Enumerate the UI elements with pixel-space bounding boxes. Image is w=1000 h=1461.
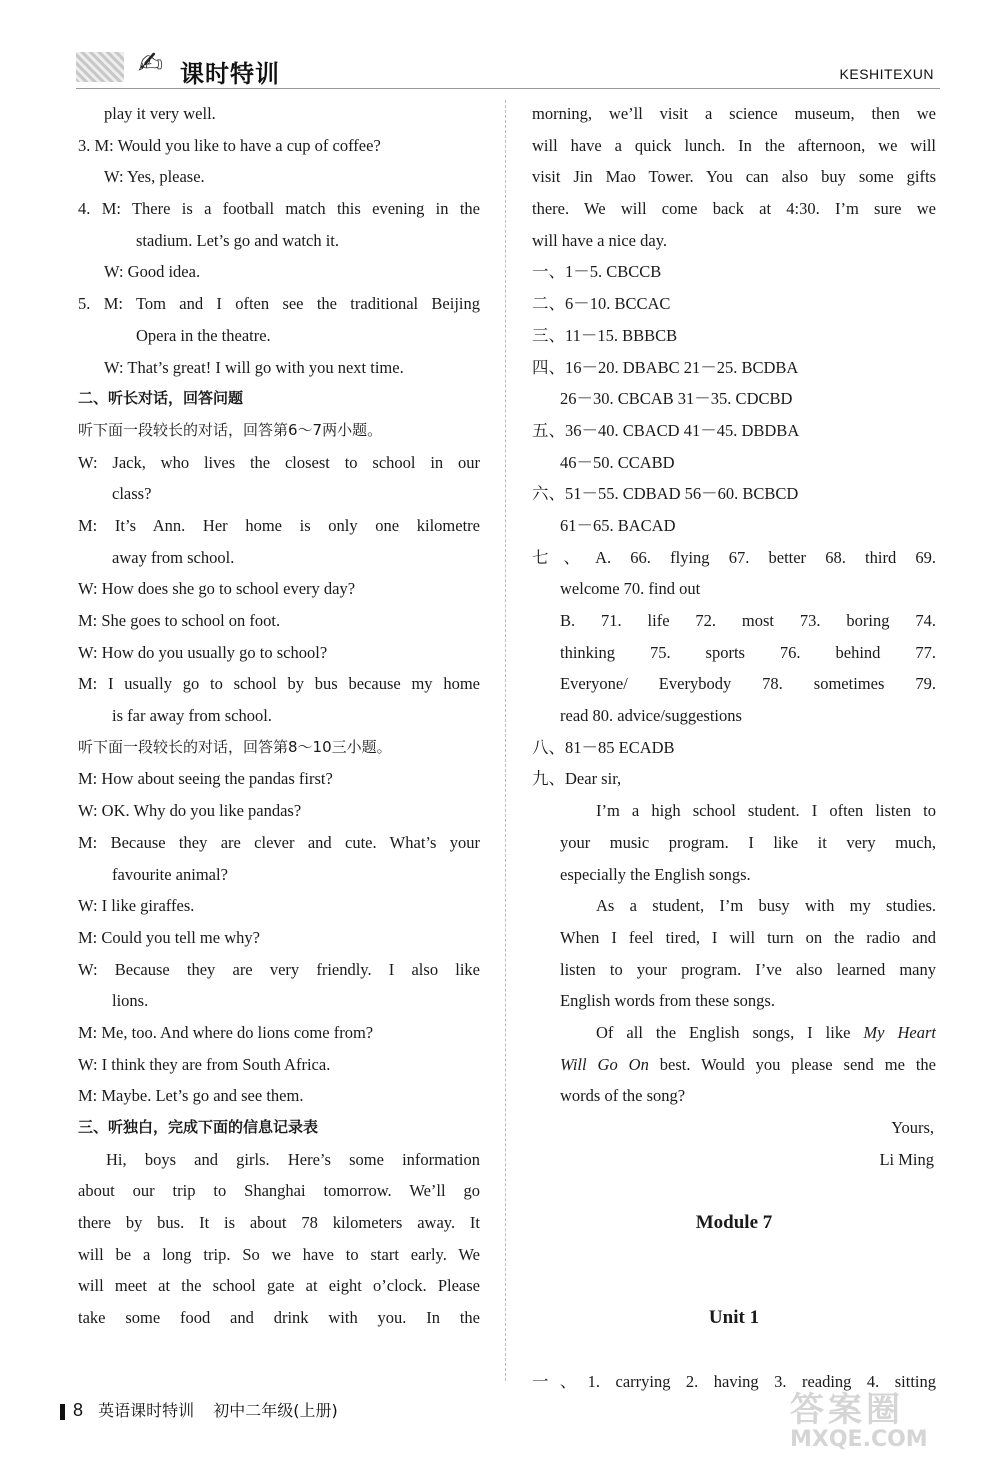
left-column-line: Hi, boys and girls. Here’s some information (106, 1149, 480, 1169)
right-column-line: English words from these songs. (560, 991, 775, 1011)
right-column-line: Unit 1 (708, 1307, 760, 1329)
right-column-line: 六、51－55. CDBAD 56－60. BCBCD (532, 484, 799, 504)
right-column-line: 九、Dear sir, (532, 769, 622, 789)
right-column-line: 三、11－15. BBBCB (532, 325, 678, 345)
right-column-line: welcome 70. find out (560, 579, 701, 599)
right-column-line: will have a quick lunch. In the afternoon, we will (532, 135, 936, 155)
right-column-line: morning, we’ll visit a science museum, then we (532, 104, 936, 123)
right-column-line (532, 1270, 936, 1302)
left-column-line: Opera in the theatre. (136, 325, 271, 345)
left-column-line: 三、听独白，完成下面的信息记录表 (78, 1118, 319, 1136)
page-footer (60, 1398, 338, 1421)
right-column-line: Li Ming (879, 1149, 934, 1169)
pen-icon: ✍ (138, 46, 164, 81)
left-column-line: M: I usually go to school by bus because my home (78, 674, 480, 694)
left-column-line: 3. M: Would you like to have a cup of coffee? (78, 135, 381, 155)
right-column-line: As a student, I’m busy with my studies. (596, 896, 936, 916)
watermark-logo (790, 1392, 976, 1454)
right-column-line: thinking 75. sports 76. behind 77. (560, 642, 936, 662)
right-column-line: 七、A. 66. flying 67. better 68. third 69. (532, 547, 936, 567)
right-column-line (532, 1334, 936, 1366)
left-column-line: class? (112, 484, 152, 504)
watermark-url: MXQE.COM (790, 1427, 928, 1452)
right-column-line: Yours, (891, 1118, 934, 1137)
right-column-line: especially the English songs. (560, 864, 751, 884)
left-column-line: about our trip to Shanghai tomorrow. We’ll go (78, 1181, 480, 1201)
left-column-line: M: Me, too. And where do lions come from? (78, 1022, 374, 1042)
page-number: 8 (73, 1400, 84, 1420)
left-column-line: M: Because they are clever and cute. What’s your (78, 832, 480, 852)
left-column-line: 4. M: There is a football match this evening in the (78, 199, 480, 219)
left-column-line: 5. M: Tom and I often see the traditional Beijing (78, 294, 480, 314)
left-column-line: will meet at the school gate at eight o’clock. Please (78, 1276, 480, 1296)
left-column-line: is far away from school. (112, 706, 272, 726)
left-column-line: 听下面一段较长的对话，回答第8～10三小题。 (78, 737, 392, 756)
right-column-line: 一、1－5. CBCCB (532, 262, 662, 282)
left-column-line: M: Could you tell me why? (78, 927, 260, 947)
left-column-line: W: Yes, please. (104, 167, 205, 187)
right-column-line: 46－50. CCABD (560, 452, 675, 472)
right-column-line: I’m a high school student. I often listen to (596, 801, 936, 821)
right-column-line: B. 71. life 72. most 73. boring 74. (560, 611, 936, 630)
right-column-line: When I feel tired, I will turn on the radio and (560, 927, 936, 947)
right-column-line: 五、36－40. CBACD 41－45. DBDBA (532, 420, 800, 440)
book-title: 英语课时特训 (98, 1401, 195, 1420)
right-column-line (532, 1239, 936, 1271)
brand-pinyin: KESHITEXUN (839, 66, 934, 82)
song-title-fragment: Will Go On (560, 1054, 649, 1074)
brand-logo-pattern (76, 52, 124, 82)
left-column-line: W: I think they are from South Africa. (78, 1054, 331, 1074)
right-column-line (532, 1175, 936, 1207)
right-column-line: Everyone/ Everybody 78. sometimes 79. (560, 674, 936, 694)
header-divider (76, 88, 940, 89)
grade-label: 初中二年级(上册) (213, 1401, 338, 1420)
left-column-line: stadium. Let’s go and watch it. (136, 230, 340, 250)
right-column-line: Module 7 (695, 1212, 773, 1234)
left-column-line: will be a long trip. So we have to start early. We (78, 1244, 480, 1264)
right-column-line: Of all the English songs, I like My Heart (596, 1022, 936, 1042)
left-column-line: W: OK. Why do you like pandas? (78, 801, 302, 821)
brand-title: 课时特训 (180, 60, 280, 88)
right-column-line: your music program. I like it very much, (560, 832, 936, 852)
left-column-line: 听下面一段较长的对话，回答第6～7两小题。 (78, 420, 383, 439)
left-column-line: W: Jack, who lives the closest to school in our (78, 452, 480, 472)
left-column-line: M: It’s Ann. Her home is only one kilometre (78, 515, 480, 535)
left-column-line: W: How do you usually go to school? (78, 642, 328, 662)
right-column-line: Will Go On best. Would you please send me the (560, 1054, 936, 1074)
column-divider (505, 100, 506, 1381)
right-column-line: 一、1. carrying 2. having 3. reading 4. sitting (532, 1371, 936, 1391)
left-column-line: W: Because they are very friendly. I also like (78, 959, 480, 979)
watermark-title: 答案圈 (790, 1390, 904, 1430)
left-column-line: play it very well. (104, 104, 216, 123)
left-column-line: W: How does she go to school every day? (78, 579, 356, 599)
right-column-line: visit Jin Mao Tower. You can also buy some gifts (532, 167, 936, 187)
left-column-line: W: That’s great! I will go with you next time. (104, 357, 404, 377)
right-column-line: 八、81－85 ECADB (532, 737, 675, 757)
right-column-line: 61－65. BACAD (560, 515, 676, 535)
right-column-line: 26－30. CBCAB 31－35. CDCBD (560, 389, 793, 409)
right-column-line: will have a nice day. (532, 230, 667, 250)
left-column-line: W: Good idea. (104, 262, 201, 282)
left-column-line: there by bus. It is about 78 kilometers away. It (78, 1213, 480, 1233)
right-column-line: 四、16－20. DBABC 21－25. BCDBA (532, 357, 799, 377)
left-column-line: M: She goes to school on foot. (78, 611, 281, 630)
left-column-line: take some food and drink with you. In the (78, 1308, 480, 1328)
page-header (0, 0, 1000, 100)
right-column-line: read 80. advice/suggestions (560, 706, 742, 726)
left-column-line: W: I like giraffes. (78, 896, 195, 916)
left-column-line: M: How about seeing the pandas first? (78, 769, 333, 789)
right-column-line: listen to your program. I’ve also learned many (560, 959, 936, 979)
song-title-fragment: My Heart (863, 1022, 936, 1042)
left-column-line: lions. (112, 991, 149, 1011)
left-column-line: away from school. (112, 547, 235, 567)
right-column-line: words of the song? (560, 1086, 686, 1106)
right-column-line: 二、6－10. BCCAC (532, 294, 671, 314)
left-column-line: favourite animal? (112, 864, 228, 884)
right-column-line: there. We will come back at 4:30. I’m sure we (532, 199, 936, 219)
left-column-line: M: Maybe. Let’s go and see them. (78, 1086, 304, 1106)
left-column-line: 二、听长对话，回答问题 (78, 389, 244, 408)
right-column (532, 98, 936, 1397)
footer-bar (60, 1404, 65, 1420)
left-column (78, 98, 480, 1334)
